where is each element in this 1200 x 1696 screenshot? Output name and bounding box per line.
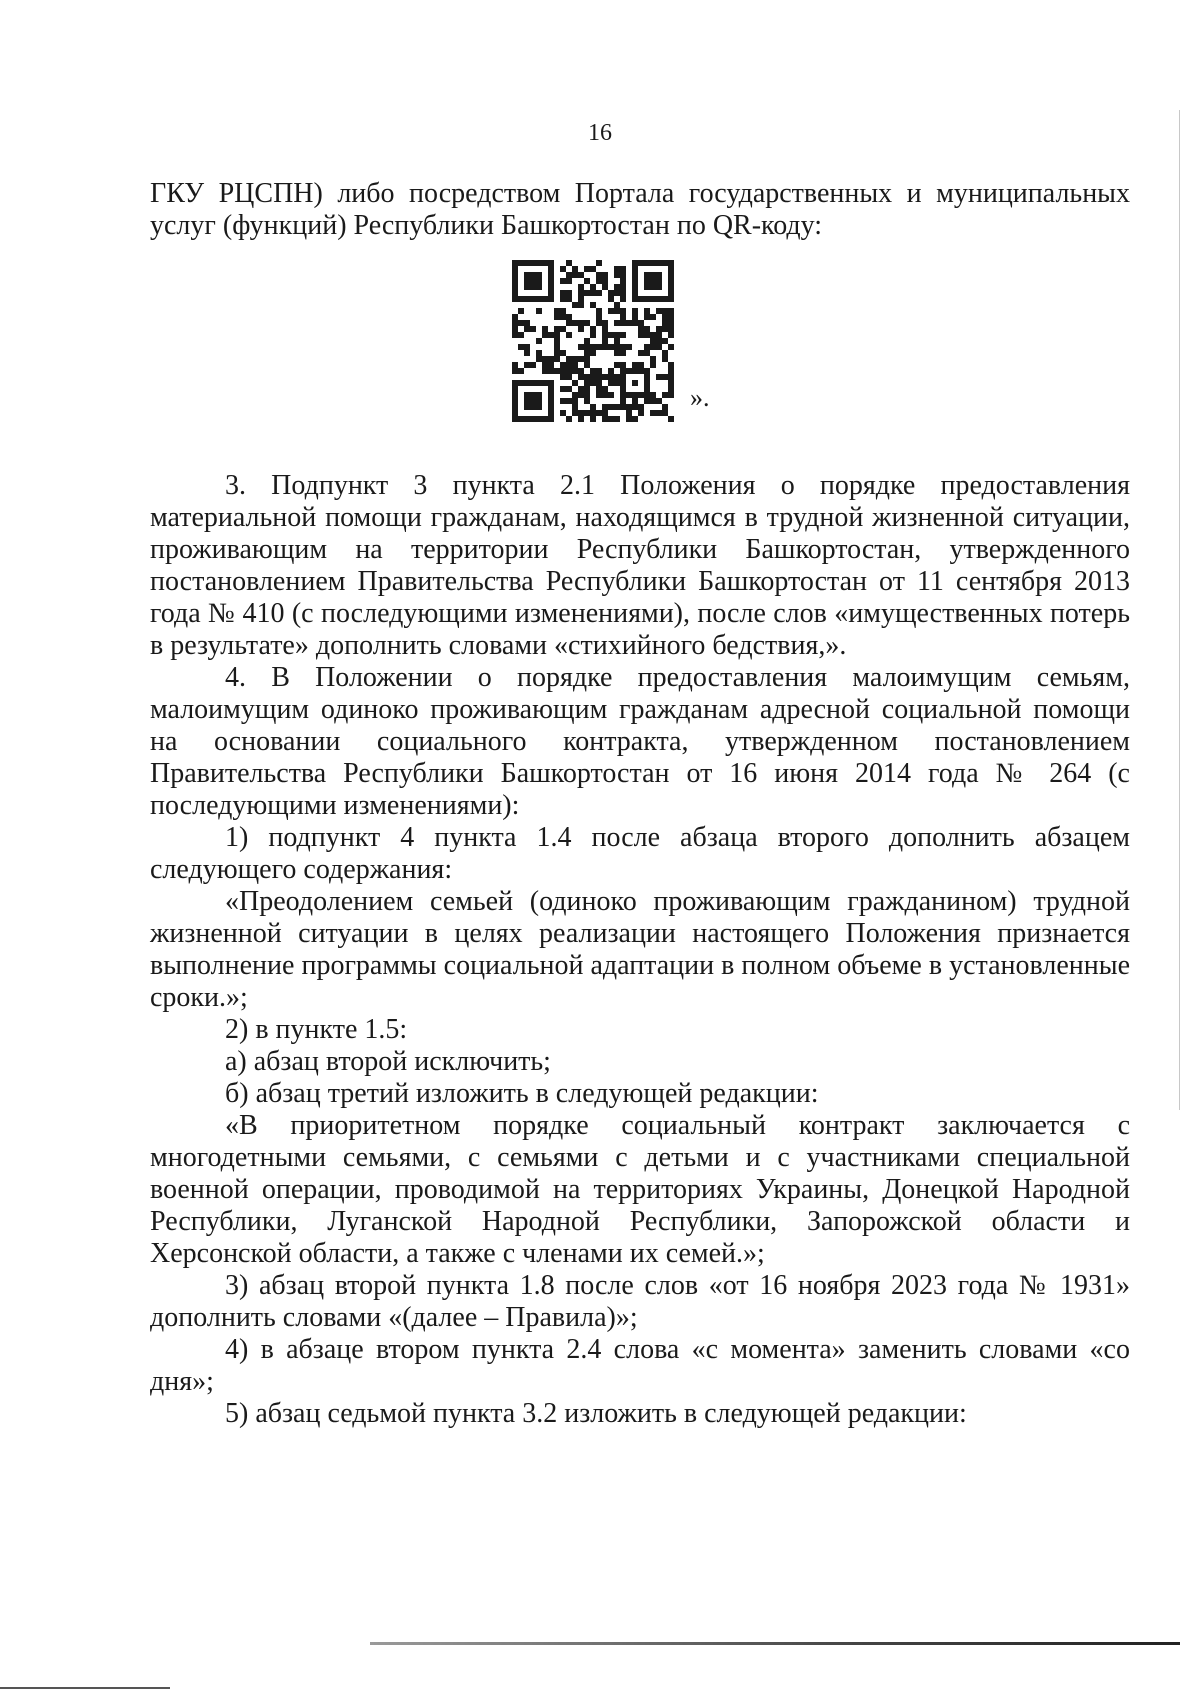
bottom-scan-line (370, 1642, 1180, 1645)
page-number: 16 (588, 120, 612, 146)
intro-paragraph (150, 178, 1130, 242)
qr-code-image (512, 260, 674, 422)
bottom-left-scan-line (0, 1687, 170, 1689)
qr-code-icon (512, 260, 674, 422)
amendment-paragraph: 3) абзац второй пункта 1.8 после слов «от 16 ноября 2023 года № 1931» дополнить словами «(далее – Правила)»; (150, 1270, 1130, 1333)
intro-text: ГКУ РЦСПН) либо посредством Портала государственных и муниципальных услуг (функций) Республики Башкортостан по QR-коду: (150, 178, 1130, 241)
scan-edge-line (1179, 110, 1180, 1110)
amendment-paragraph: 4) в абзаце втором пункта 2.4 слова «с момента» заменить словами «со дня»; (150, 1334, 1130, 1397)
amendment-paragraph: «Преодолением семьей (одиноко проживающим гражданином) трудной жизненной ситуации в целях реализации настоящего Положения признается выполнение программы социальной адаптации в полном объеме в установленные сроки.»; (150, 886, 1130, 1013)
amendment-body (150, 470, 1130, 1430)
amendment-paragraph: 2) в пункте 1.5: (225, 1014, 408, 1045)
amendment-paragraph: б) абзац третий изложить в следующей редакции: (225, 1078, 819, 1109)
amendment-paragraph: 3. Подпункт 3 пункта 2.1 Положения о порядке предоставления материальной помощи гражданам, находящимся в трудной жизненной ситуации, проживающим на территории Республики Башкортостан, утвержденного постановлением Правительства Республики Башкортостан от 11 сентября 2013 года № 410 (с последующими изменениями), после слов «имущественных потерь в результате» дополнить словами «стихийного бедствия,». (150, 470, 1130, 661)
amendment-paragraph: 5) абзац седьмой пункта 3.2 изложить в следующей редакции: (225, 1398, 967, 1429)
qr-closing-quote: ». (690, 383, 710, 412)
amendment-paragraph: «В приоритетном порядке социальный контракт заключается с многодетными семьями, с семьями с детьми и с участниками специальной военной операции, проводимой на территориях Украины, Донецкой Народной Республики, Луганской Народной Республики, Запорожской области и Херсонской области, а также с членами их семей.»; (150, 1110, 1130, 1269)
amendment-paragraph: а) абзац второй исключить; (225, 1046, 551, 1077)
amendment-paragraph: 4. В Положении о порядке предоставления малоимущим семьям, малоимущим одиноко проживающим гражданам адресной социальной помощи на основании социального контракта, утвержденном постановлением Правительства Республики Башкортостан от 16 июня 2014 года № 264 (с последующими изменениями): (150, 662, 1130, 821)
amendment-paragraph: 1) подпункт 4 пункта 1.4 после абзаца второго дополнить абзацем следующего содержания: (150, 822, 1130, 885)
